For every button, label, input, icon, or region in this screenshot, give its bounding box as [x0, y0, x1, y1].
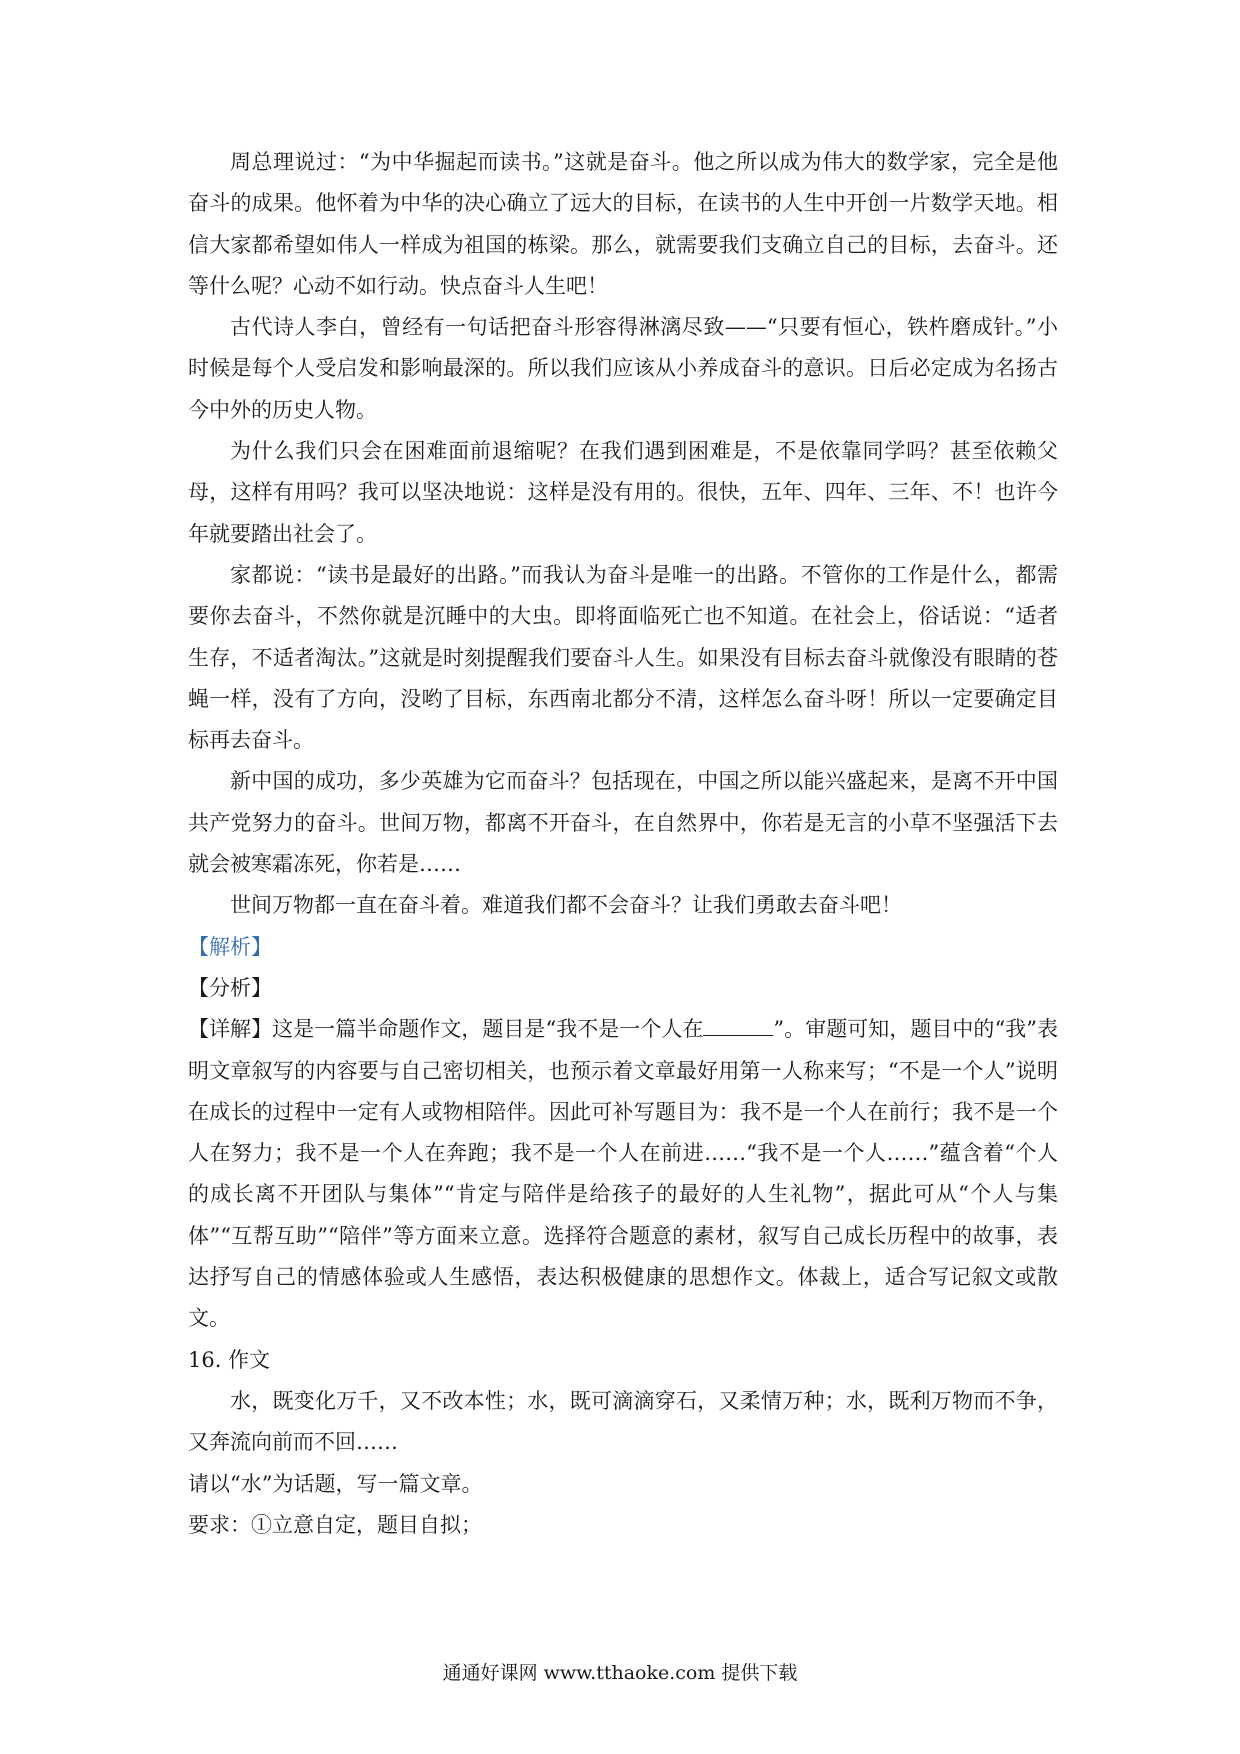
xiangjie-after-blank: ”。审题可知，题目中的“我”表明文章叙写的内容要与自己密切相关，也预示着文章最好用第一人称来写；“不是一个人”说明在成长的过程中一定有人或物相陪伴。因此可补写题目为：我不是一个人在前行；我不是一个人在努力；我不是一个人在奔跑；我不是一个人在前进……“我不是一个人……”蕴含着“个人的成长离不开团队与集体”“肯定与陪伴是给孩子的最好的人生礼物”，据此可从“个人与集体”“互帮互助”“陪伴”等方面来立意。选择符合题意的素材，叙写自己成长历程中的故事，表达抒写自己的情感体验或人生感悟，表达积极健康的思想作文。体裁上，适合写记叙文或散文。 — [188, 1017, 1059, 1331]
essay-paragraph-1: 周总理说过：“为中华掘起而读书。”这就是奋斗。他之所以成为伟大的数学家，完全是他奋斗的成果。他怀着为中华的决心确立了远大的目标，在读书的人生中开创一片数学天地。相信大家都希望如伟人一样成为祖国的栋梁。那么，就需要我们支确立自己的目标，去奋斗。还等什么呢？心动不如行动。快点奋斗人生吧！ — [188, 150, 1058, 298]
question-16-instruction: 请以“水”为话题，写一篇文章。 — [188, 1471, 483, 1496]
question-16-prompt: 水，既变化万千，又不改本性；水，既可滴滴穿石，又柔情万种；水，既利万物而不争，又奔流向前而不回…… — [188, 1388, 1058, 1455]
xiangjie-tag: 【详解】 — [188, 1017, 273, 1042]
question-16-title: 16. 作文 — [188, 1347, 271, 1372]
page-footer: 通通好课网 www.tthaoke.com 提供下载 — [442, 1662, 798, 1684]
analysis-tag: 【解析】 — [188, 934, 272, 959]
fill-in-blank — [703, 1017, 773, 1036]
question-16-requirement: 要求：①立意自定，题目自拟； — [188, 1512, 482, 1537]
essay-paragraph-2: 古代诗人李白，曾经有一句话把奋斗形容得淋漓尽致——“只要有恒心，铁杵磨成针。”小时候是每个人受启发和影响最深的。所以我们应该从小养成奋斗的意识。日后必定成为名扬古今中外的历史人物。 — [188, 315, 1058, 422]
xiangjie-before-blank: 这是一篇半命题作文，题目是“我不是一个人在 — [272, 1017, 704, 1042]
analysis-xiangjie — [188, 1009, 1058, 1339]
essay-paragraph-3: 为什么我们只会在困难面前退缩呢？在我们遇到困难是，不是依靠同学吗？甚至依赖父母，这样有用吗？我可以坚决地说：这样是没有用的。很快，五年、四年、三年、不！也许今年就要踏出社会了。 — [188, 439, 1058, 546]
document-content — [188, 142, 1058, 1546]
essay-paragraph-6: 世间万物都一直在奋斗着。难道我们都不会奋斗？让我们勇敢去奋斗吧！ — [230, 893, 902, 918]
essay-paragraph-5: 新中国的成功，多少英雄为它而奋斗？包括现在，中国之所以能兴盛起来，是离不开中国共产党努力的奋斗。世间万物，都离不开奋斗，在自然界中，你若是无言的小草不坚强活下去就会被寒霜冻死，你若是…… — [188, 769, 1058, 877]
analysis-fenxi: 【分析】 — [188, 975, 272, 1000]
essay-paragraph-4: 家都说：“读书是最好的出路。”而我认为奋斗是唯一的出路。不管你的工作是什么，都需要你去奋斗，不然你就是沉睡中的大虫。即将面临死亡也不知道。在社会上，俗话说：“适者生存，不适者淘汰。”这就是时刻提醒我们要奋斗人生。如果没有目标去奋斗就像没有眼睛的苍蝇一样，没有了方向，没哟了目标，东西南北都分不清，这样怎么奋斗呀！所以一定要确定目标再去奋斗。 — [188, 562, 1058, 753]
